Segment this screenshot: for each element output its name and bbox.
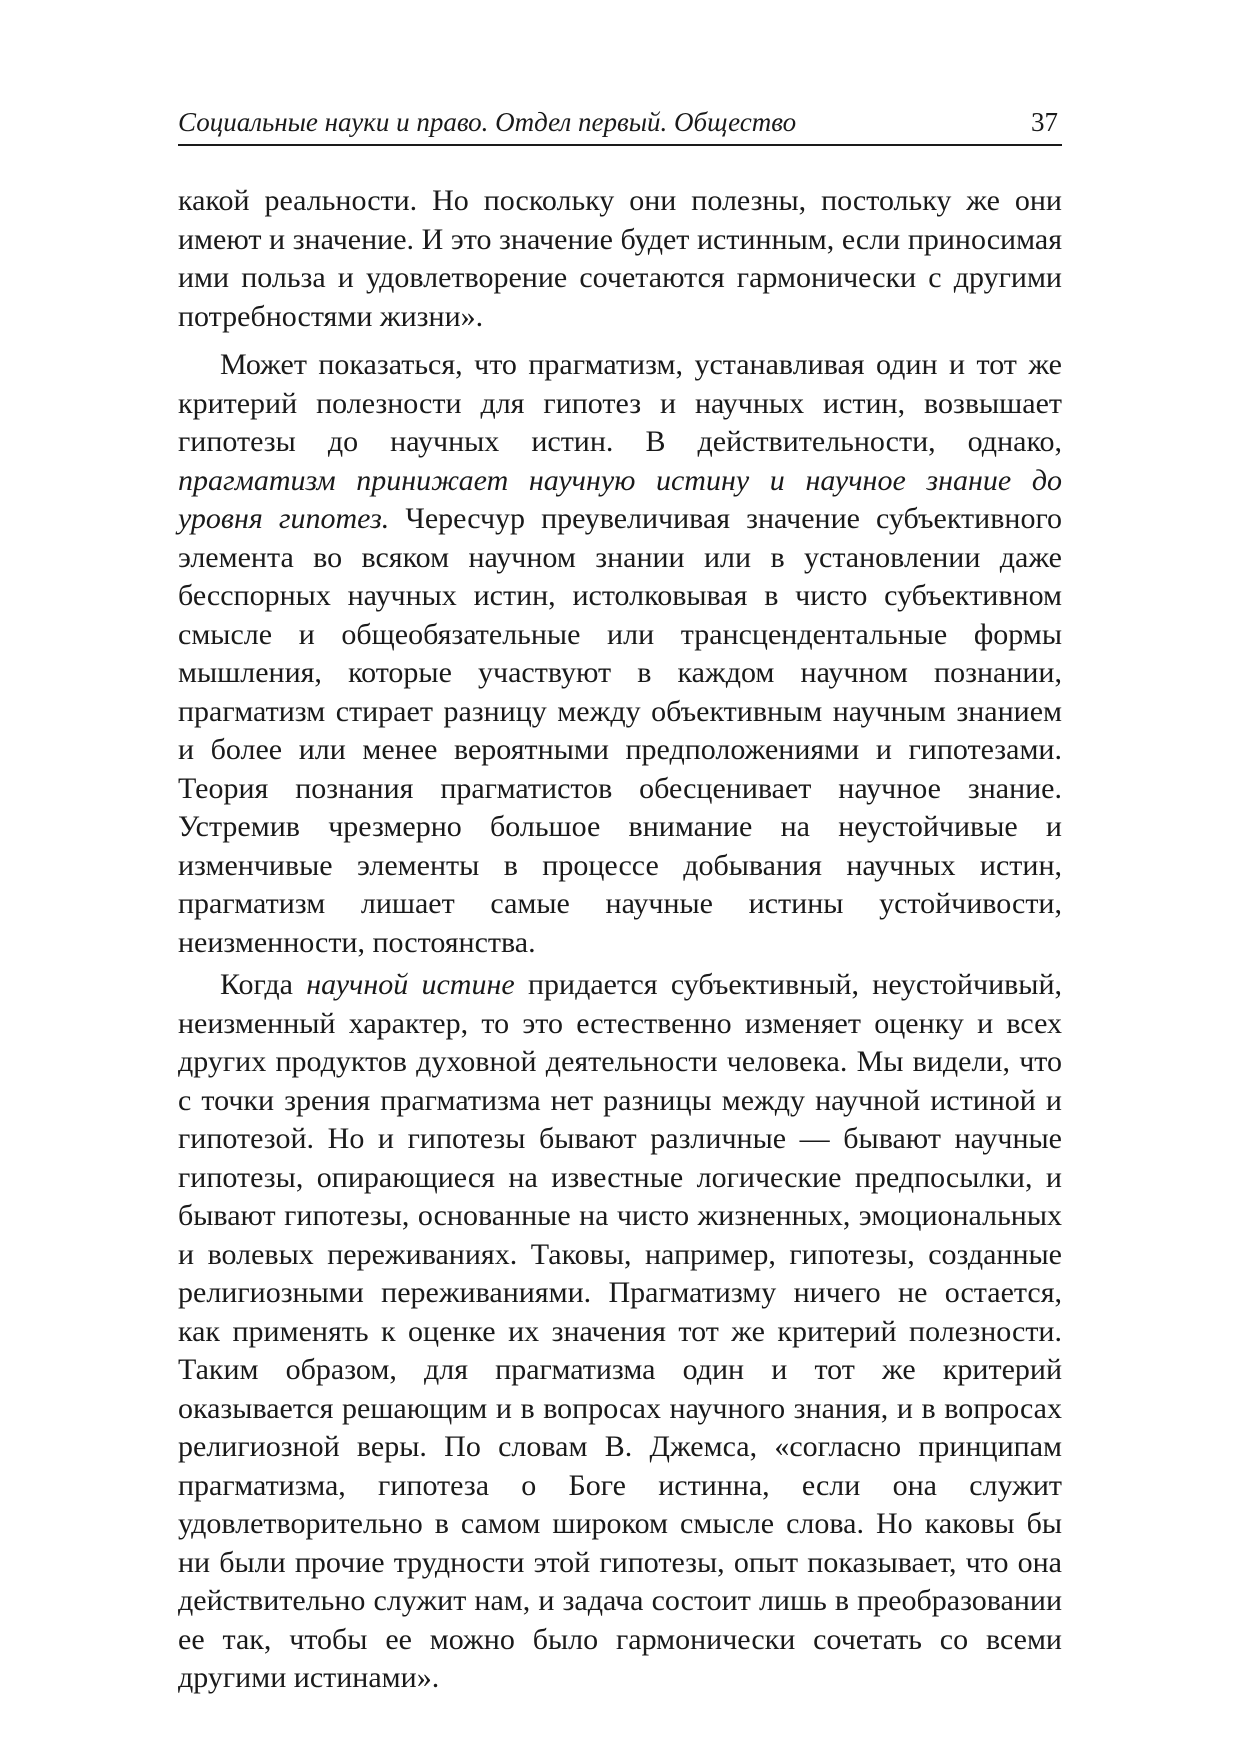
paragraph-3-text-a: Когда (220, 968, 307, 1001)
paragraph-1: какой реальности. Но поскольку они полезны, постольку же они имеют и значение. И это значение будет истинным, если приносимая ими польза и удовлетворение сочетаются гармонически с другими потребностями жизни». (178, 184, 1062, 333)
paragraph-2-text-a: Может показаться, что прагматизм, устанавливая один и тот же критерий полезности для гипотез и научных истин, возвышает гипотезы до научных истин. В действительности, однако, (178, 348, 1062, 458)
book-page (178, 104, 1062, 1698)
body-text (178, 182, 1062, 1698)
paragraph-2 (178, 346, 1062, 962)
running-header (178, 104, 1062, 146)
paragraph-3-emphasis: научной истине (306, 968, 515, 1001)
paragraph-2-emphasis: прагматизм принижает научную истину и научное знание до уровня гипотез. (178, 463, 1062, 535)
paragraph-2-text-b: Чересчур преувеличивая значение субъективного элемента во всяком научном знании или в установлении даже бесспорных научных истин, истолковывая в чисто субъективном смысле и общеобязательные или трансцендентальные формы мышления, которые участвуют в каждом научном познании, прагматизм стирает разницу между объективным научным знанием и более или менее вероятными предположениями и гипотезами. Теория познания прагматистов обесценивает научное знание. Устремив чрезмерно большое внимание на неустойчивые и изменчивые элементы в процессе добывания научных истин, прагматизм лишает самые научные истины устойчивости, неизменности, постоянства. (178, 502, 1062, 959)
paragraph-3-text-b: придается субъективный, неустойчивый, неизменный характер, то это естественно изменяет оценку и всех других продуктов духовной деятельности человека. Мы видели, что с точки зрения прагматизма нет разницы между научной истиной и гипотезой. Но и гипотезы бывают различные — бывают научные гипотезы, опирающиеся на известные логические предпосылки, и бывают гипотезы, основанные на чисто жизненных, эмоциональных и волевых переживаниях. Таковы, например, гипотезы, созданные религиозными переживаниями. Прагматизму ничего не остается, как применять к оценке их значения тот же критерий полезности. Таким образом, для прагматизма один и тот же критерий оказывается решающим и в вопросах научного знания, и в вопросах религиозной веры. По словам В. Джемса, «согласно принципам прагматизма, гипотеза о Боге истинна, если она служит удовлетворительно в самом широком смысле слова. Но каковы бы ни были прочие трудности этой гипотезы, опыт показывает, что она действительно служит нам, и задача состоит лишь в преобразовании ее так, чтобы ее можно было гармонически сочетать со всеми другими истинами». (178, 968, 1063, 1694)
page-number: 37 (1031, 107, 1058, 137)
running-title: Социальные науки и право. Отдел первый. Общество (178, 107, 797, 137)
paragraph-3 (178, 966, 1062, 1698)
